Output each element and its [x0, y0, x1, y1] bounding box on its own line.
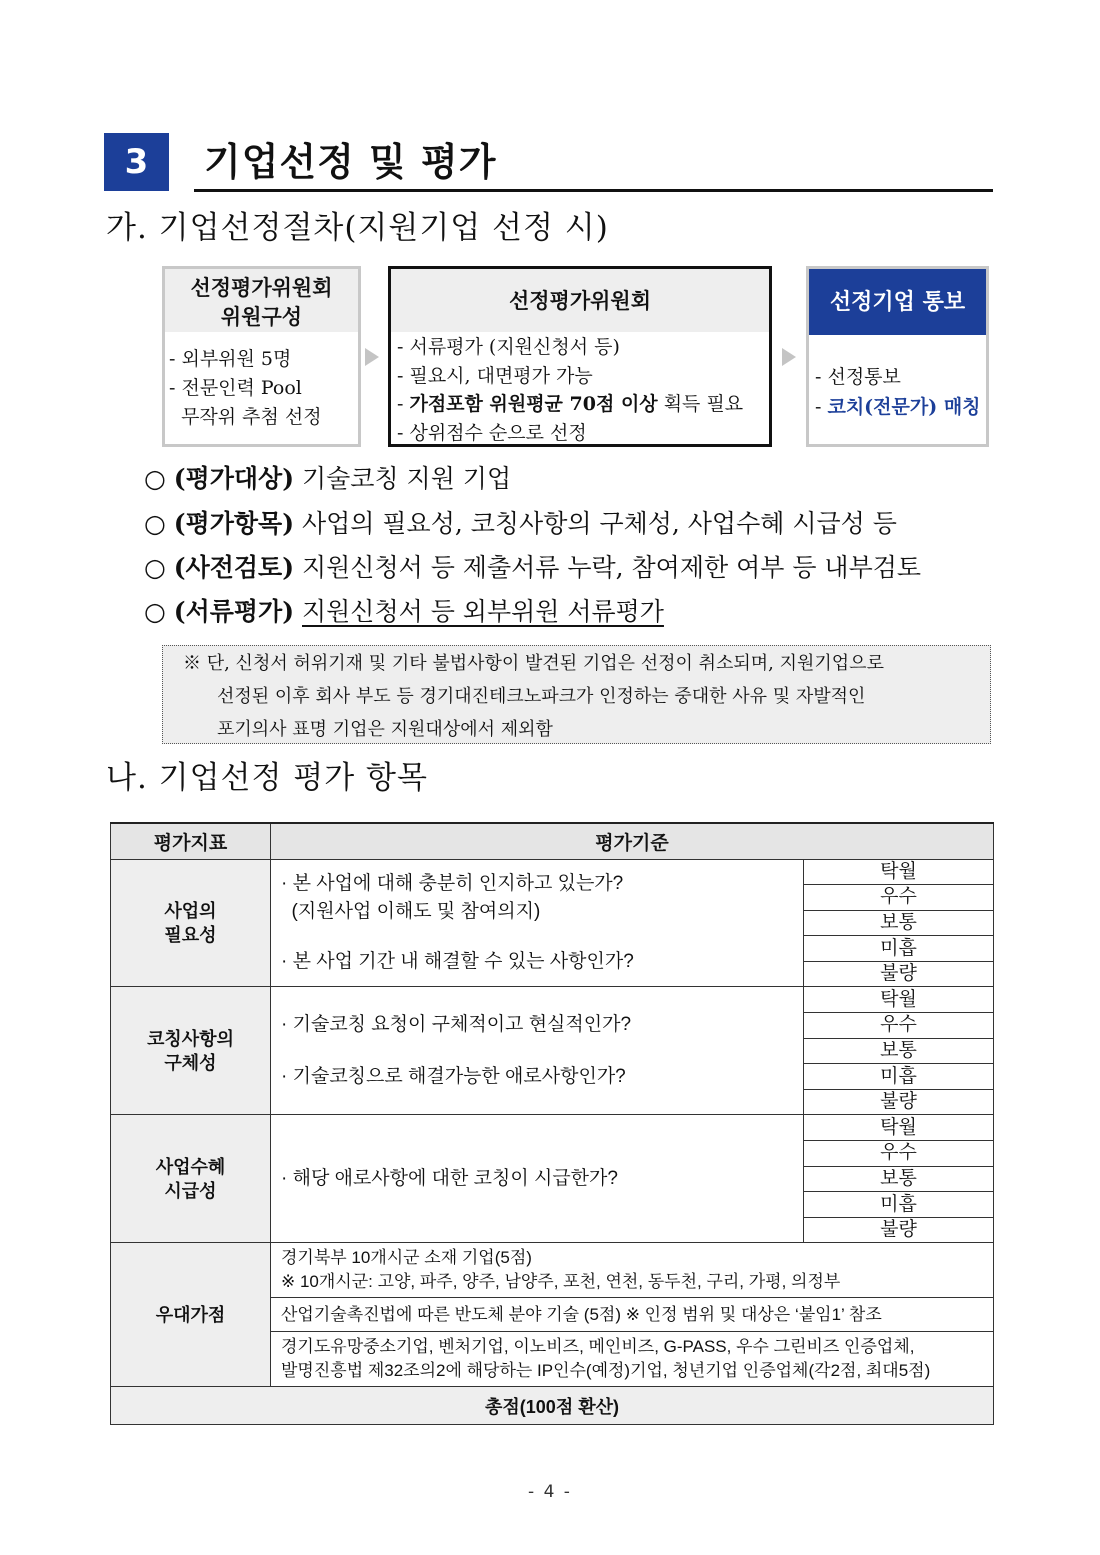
- criteria-line: · 기술코칭으로 해결가능한 애로사항인가?: [281, 1065, 626, 1087]
- process-step-notification: [806, 266, 989, 447]
- bullet-label: (사전검토): [173, 553, 295, 582]
- grade-cell: 탁월: [804, 987, 994, 1013]
- bonus-line: 경기도유망중소기업, 벤처기업, 이노비즈, 메인비즈, G-PASS, 우수 그린비즈 인증업체,: [281, 1337, 915, 1357]
- criteria-line: · 본 사업에 대해 충분히 인지하고 있는가?: [281, 872, 624, 894]
- step2-line: - 서류평가 (지원신청서 등): [397, 336, 620, 358]
- grade-cell: 탁월: [804, 859, 994, 885]
- category-line: 시급성: [164, 1180, 217, 1201]
- step2-line3-prefix: -: [397, 393, 410, 415]
- note-line: 포기의사 표명 기업은 지원대상에서 제외함: [217, 719, 553, 740]
- step1-title-line2: 위원구성: [220, 304, 303, 329]
- step1-header: [165, 269, 358, 332]
- bullet-label: (평가대상): [173, 464, 295, 493]
- bullet-text: 지원신청서 등 제출서류 누락, 참여제한 여부 등 내부검토: [302, 553, 922, 582]
- bonus-semiconductor: 산업기술촉진법에 따른 반도체 분야 기술 (5점) ※ 인정 범위 및 대상은 ‘붙임1’ 참조: [271, 1298, 994, 1332]
- step2-line3-bold: 가점포함 위원평균 70점 이상: [409, 393, 658, 415]
- grade-cell: 보통: [804, 910, 994, 936]
- bonus-line: 발명진흥법 제32조의2에 해당하는 IP인수(예정)기업, 청년기업 인증업체(각2점, 최대5점): [281, 1361, 931, 1381]
- circle-bullet-icon: ○: [144, 553, 166, 582]
- grade-cell: 불량: [804, 1217, 994, 1243]
- grade-cell: 불량: [804, 1089, 994, 1115]
- step1-line: 무작위 추첨 선정: [169, 406, 322, 428]
- step1-title-line1: 선정평가위원회: [190, 275, 333, 300]
- category-bonus: 우대가점: [111, 1243, 271, 1387]
- criteria-necessity: [271, 859, 804, 987]
- step1-line: - 외부위원 5명: [169, 348, 292, 370]
- criteria-line: (지원사업 이해도 및 참여의지): [281, 900, 541, 922]
- bullet-text: 사업의 필요성, 코칭사항의 구체성, 사업수혜 시급성 등: [302, 509, 897, 538]
- category-specificity: [111, 987, 271, 1115]
- circle-bullet-icon: ○: [144, 597, 166, 626]
- bullet-label: (서류평가): [173, 597, 295, 626]
- step3-line2-highlight: 코치(전문가) 매칭: [827, 396, 981, 418]
- bullet-label: (평가항목): [173, 509, 295, 538]
- subheading-selection-procedure: 가. 기업선정절차(지원기업 선정 시): [106, 210, 609, 246]
- grade-cell: 불량: [804, 961, 994, 987]
- category-line: 사업의: [164, 900, 217, 921]
- bullet-text: 지원신청서 등 외부위원 서류평가: [302, 597, 664, 626]
- criteria-line: · 본 사업 기간 내 해결할 수 있는 사항인가?: [281, 950, 634, 972]
- bullet-text: 기술코칭 지원 기업: [302, 464, 512, 493]
- process-step-committee-composition: [162, 266, 361, 447]
- circle-bullet-icon: ○: [144, 509, 166, 538]
- bonus-region: [271, 1243, 994, 1298]
- criteria-line: · 해당 애로사항에 대한 코칭이 시급한가?: [281, 1167, 618, 1189]
- grade-cell: 미흡: [804, 1192, 994, 1218]
- step2-line: - 필요시, 대면평가 가능: [397, 364, 593, 387]
- bonus-line: 경기북부 10개시군 소재 기업(5점): [281, 1248, 532, 1268]
- bullet-item-target: [144, 462, 511, 496]
- exclusion-note: [162, 645, 991, 744]
- grade-cell: 미흡: [804, 936, 994, 962]
- step1-line: - 전문인력 Pool: [169, 377, 302, 399]
- step3-line: [815, 392, 986, 422]
- step3-line2-prefix: -: [815, 396, 828, 418]
- bullet-item-criteria: [144, 507, 897, 541]
- header-indicator: 평가지표: [111, 823, 271, 859]
- step2-line3-suffix: 획득 필요: [657, 393, 744, 415]
- section-number: 3: [104, 133, 169, 191]
- header-criteria: 평가기준: [271, 823, 994, 859]
- category-line: 필요성: [164, 924, 217, 945]
- page-number: - 4 -: [528, 1482, 572, 1502]
- arrow-right-icon: [365, 348, 379, 366]
- bullet-item-pre-review: [144, 551, 921, 585]
- section-title: 기업선정 및 평가: [204, 140, 497, 184]
- process-step-committee-evaluation: [388, 266, 772, 447]
- note-line: 선정된 이후 회사 부도 등 경기대진테크노파크가 인정하는 중대한 사유 및 자발적인: [217, 686, 866, 707]
- step3-title: 선정기업 통보: [809, 269, 986, 335]
- grade-cell: 미흡: [804, 1064, 994, 1090]
- step3-line: - 선정통보: [815, 366, 901, 388]
- category-line: 구체성: [164, 1052, 217, 1073]
- category-necessity: [111, 859, 271, 987]
- step2-line: [397, 390, 769, 419]
- step1-body: [165, 332, 358, 432]
- criteria-urgency: [271, 1115, 804, 1243]
- grade-cell: 우수: [804, 1141, 994, 1167]
- step2-line: - 상위점수 순으로 선정: [397, 421, 587, 444]
- bonus-line: ※ 10개시군: 고양, 파주, 양주, 남양주, 포천, 연천, 동두천, 구리, 가평, 의정부: [281, 1272, 841, 1292]
- note-line: ※ 단, 신청서 허위기재 및 기타 불법사항이 발견된 기업은 선정이 취소되며, 지원기업으로: [183, 653, 884, 674]
- bonus-certification: [271, 1332, 994, 1387]
- evaluation-table: [110, 822, 994, 1425]
- criteria-specificity: [271, 987, 804, 1115]
- grade-cell: 우수: [804, 1013, 994, 1039]
- criteria-line: · 기술코칭 요청이 구체적이고 현실적인가?: [281, 1013, 632, 1035]
- step3-body: [809, 335, 986, 422]
- category-line: 사업수혜: [155, 1156, 226, 1177]
- grade-cell: 보통: [804, 1038, 994, 1064]
- step2-body: [391, 332, 769, 447]
- step2-title: 선정평가위원회: [391, 269, 769, 332]
- grade-cell: 우수: [804, 885, 994, 911]
- circle-bullet-icon: ○: [144, 464, 166, 493]
- bullet-item-document-review: [144, 595, 664, 629]
- arrow-right-icon: [782, 348, 796, 366]
- grade-cell: 탁월: [804, 1115, 994, 1141]
- category-urgency: [111, 1115, 271, 1243]
- subheading-evaluation-items: 나. 기업선정 평가 항목: [106, 760, 428, 796]
- category-line: 코칭사항의: [147, 1028, 234, 1049]
- section-underline: [194, 189, 993, 192]
- grade-cell: 보통: [804, 1166, 994, 1192]
- total-score: 총점(100점 환산): [111, 1387, 994, 1425]
